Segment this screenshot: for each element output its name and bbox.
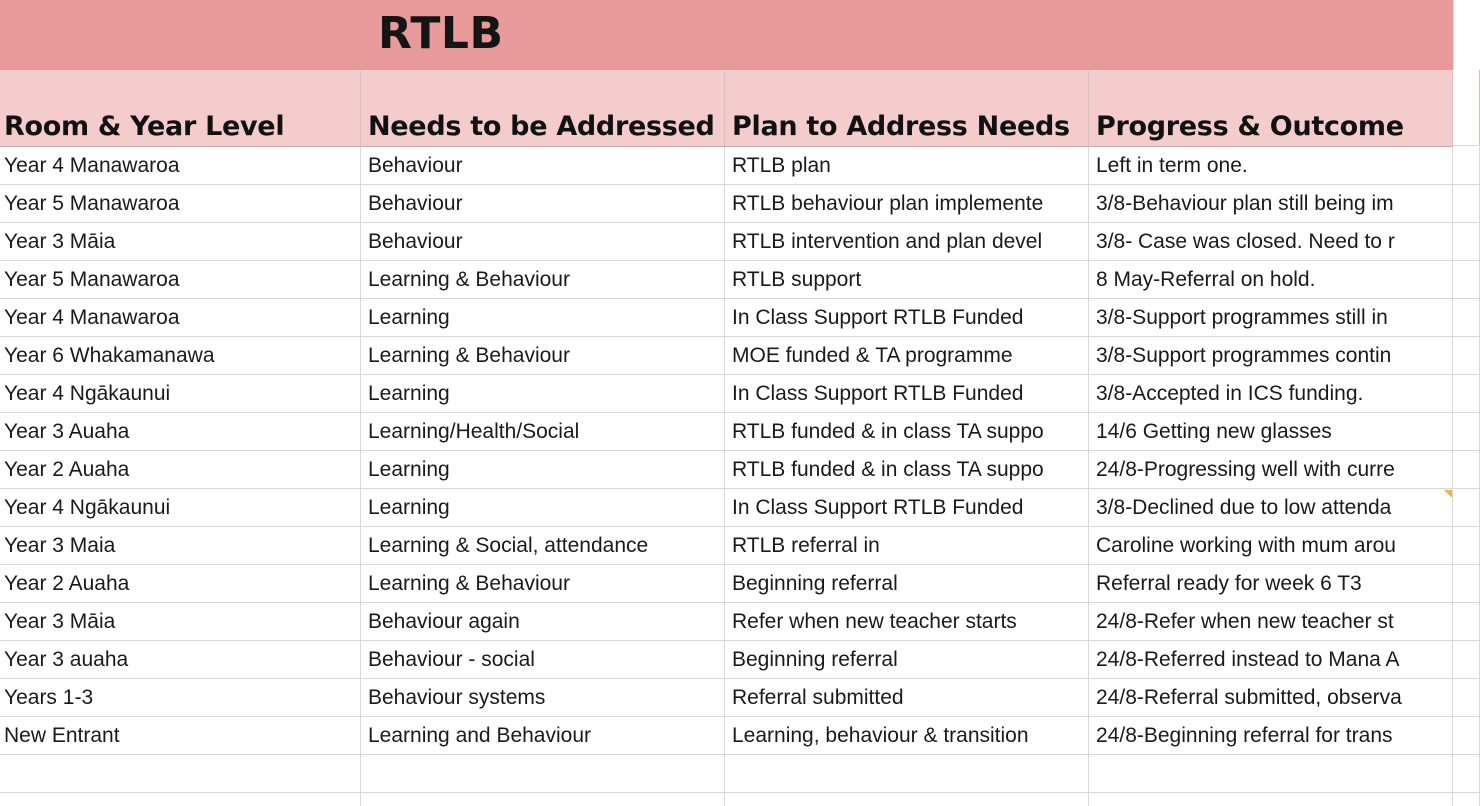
- empty-cell[interactable]: [1453, 299, 1480, 337]
- empty-cell[interactable]: [1089, 793, 1453, 806]
- cell-needs[interactable]: Behaviour: [361, 185, 725, 223]
- empty-cell[interactable]: [361, 793, 725, 806]
- header-cell-progress[interactable]: [1089, 70, 1453, 146]
- empty-cell[interactable]: [0, 793, 361, 806]
- cell-plan[interactable]: RTLB plan: [725, 147, 1089, 185]
- cell-needs[interactable]: Learning: [361, 489, 725, 527]
- cell-needs[interactable]: Learning & Social, attendance: [361, 527, 725, 565]
- header-label: Plan to Address Needs: [732, 111, 1070, 142]
- empty-cell[interactable]: [1453, 451, 1480, 489]
- cell-room-year[interactable]: Year 3 Maia: [0, 527, 361, 565]
- cell-room-year[interactable]: Year 5 Manawaroa: [0, 261, 361, 299]
- cell-progress[interactable]: 24/8-Refer when new teacher st: [1089, 603, 1453, 641]
- table-row[interactable]: [0, 299, 1480, 337]
- table-row[interactable]: [0, 603, 1480, 641]
- cell-room-year[interactable]: Year 4 Manawaroa: [0, 299, 361, 337]
- header-cell-plan[interactable]: [725, 70, 1089, 146]
- cell-progress[interactable]: Caroline working with mum arou: [1089, 527, 1453, 565]
- empty-cell[interactable]: [1453, 641, 1480, 679]
- cell-room-year[interactable]: Year 3 Māia: [0, 223, 361, 261]
- empty-cell[interactable]: [1453, 0, 1480, 70]
- empty-cell[interactable]: [1089, 755, 1453, 793]
- cell-plan[interactable]: RTLB intervention and plan devel: [725, 223, 1089, 261]
- empty-cell[interactable]: [1453, 337, 1480, 375]
- cell-plan[interactable]: In Class Support RTLB Funded: [725, 489, 1089, 527]
- cell-needs[interactable]: Behaviour: [361, 147, 725, 185]
- empty-cell[interactable]: [361, 755, 725, 793]
- empty-cell[interactable]: [1453, 261, 1480, 299]
- empty-cell[interactable]: [1453, 603, 1480, 641]
- sheet-title[interactable]: RTLB: [378, 8, 504, 59]
- table-row[interactable]: [0, 413, 1480, 451]
- table-row[interactable]: [0, 641, 1480, 679]
- cell-needs[interactable]: Learning: [361, 299, 725, 337]
- cell-room-year[interactable]: Year 4 Ngākaunui: [0, 489, 361, 527]
- empty-cell[interactable]: [725, 793, 1089, 806]
- header-label: Needs to be Addressed: [368, 111, 715, 142]
- cell-progress[interactable]: 3/8-Declined due to low attenda: [1089, 489, 1453, 527]
- cell-progress[interactable]: 3/8-Accepted in ICS funding.: [1089, 375, 1453, 413]
- cell-plan[interactable]: Referral submitted: [725, 679, 1089, 717]
- cell-progress[interactable]: 3/8-Behaviour plan still being im: [1089, 185, 1453, 223]
- cell-plan[interactable]: RTLB funded & in class TA suppo: [725, 413, 1089, 451]
- title-band[interactable]: [0, 0, 1453, 70]
- cell-needs[interactable]: Learning & Behaviour: [361, 337, 725, 375]
- empty-cell[interactable]: [1453, 223, 1480, 261]
- cell-progress[interactable]: 24/8-Referral submitted, observa: [1089, 679, 1453, 717]
- table-row[interactable]: [0, 489, 1480, 527]
- cell-room-year[interactable]: Year 5 Manawaroa: [0, 185, 361, 223]
- table-row[interactable]: [0, 185, 1480, 223]
- table-row[interactable]: [0, 679, 1480, 717]
- cell-plan[interactable]: In Class Support RTLB Funded: [725, 375, 1089, 413]
- empty-cell[interactable]: [1453, 793, 1480, 806]
- cell-needs[interactable]: Learning/Health/Social: [361, 413, 725, 451]
- cell-room-year[interactable]: Year 3 Māia: [0, 603, 361, 641]
- cell-progress[interactable]: 8 May-Referral on hold.: [1089, 261, 1453, 299]
- comment-indicator-icon[interactable]: [1444, 490, 1452, 498]
- empty-cell[interactable]: [1453, 185, 1480, 223]
- table-row[interactable]: [0, 755, 1480, 793]
- empty-cell[interactable]: [0, 755, 361, 793]
- empty-cell[interactable]: [1453, 375, 1480, 413]
- cell-plan[interactable]: Beginning referral: [725, 641, 1089, 679]
- empty-cell[interactable]: [1453, 679, 1480, 717]
- cell-room-year[interactable]: Year 4 Ngākaunui: [0, 375, 361, 413]
- cell-needs[interactable]: Behaviour again: [361, 603, 725, 641]
- table-row[interactable]: [0, 451, 1480, 489]
- header-label: Room & Year Level: [4, 111, 285, 142]
- empty-cell[interactable]: [1453, 147, 1480, 185]
- empty-cell[interactable]: [1453, 717, 1480, 755]
- cell-plan[interactable]: In Class Support RTLB Funded: [725, 299, 1089, 337]
- header-cell-needs[interactable]: [361, 70, 725, 146]
- header-label: Progress & Outcome: [1096, 111, 1404, 142]
- table-row[interactable]: [0, 527, 1480, 565]
- table-row[interactable]: [0, 223, 1480, 261]
- cell-plan[interactable]: RTLB support: [725, 261, 1089, 299]
- cell-plan[interactable]: RTLB funded & in class TA suppo: [725, 451, 1089, 489]
- cell-needs[interactable]: Learning: [361, 451, 725, 489]
- empty-cell[interactable]: [725, 755, 1089, 793]
- table-row[interactable]: [0, 717, 1480, 755]
- cell-progress[interactable]: 24/8-Progressing well with curre: [1089, 451, 1453, 489]
- cell-needs[interactable]: Learning & Behaviour: [361, 565, 725, 603]
- cell-needs[interactable]: Learning and Behaviour: [361, 717, 725, 755]
- cell-progress[interactable]: 3/8-Support programmes contin: [1089, 337, 1453, 375]
- cell-needs[interactable]: Behaviour systems: [361, 679, 725, 717]
- cell-needs[interactable]: Learning & Behaviour: [361, 261, 725, 299]
- cell-needs[interactable]: Learning: [361, 375, 725, 413]
- cell-progress[interactable]: 14/6 Getting new glasses: [1089, 413, 1453, 451]
- cell-room-year[interactable]: Year 2 Auaha: [0, 451, 361, 489]
- cell-room-year[interactable]: Year 6 Whakamanawa: [0, 337, 361, 375]
- empty-cell[interactable]: [1453, 755, 1480, 793]
- table-row[interactable]: [0, 375, 1480, 413]
- cell-room-year[interactable]: Year 4 Manawaroa: [0, 147, 361, 185]
- header-cell-room-year[interactable]: [0, 70, 361, 146]
- cell-room-year[interactable]: New Entrant: [0, 717, 361, 755]
- cell-needs[interactable]: Behaviour: [361, 223, 725, 261]
- cell-room-year[interactable]: Year 3 Auaha: [0, 413, 361, 451]
- cell-plan[interactable]: RTLB behaviour plan implemente: [725, 185, 1089, 223]
- cell-progress[interactable]: Referral ready for week 6 T3: [1089, 565, 1453, 603]
- cell-room-year[interactable]: Years 1-3: [0, 679, 361, 717]
- empty-cell[interactable]: [1453, 70, 1480, 146]
- cell-progress[interactable]: Left in term one.: [1089, 147, 1453, 185]
- empty-cell[interactable]: [1453, 527, 1480, 565]
- empty-cell[interactable]: [1453, 489, 1480, 527]
- table-row[interactable]: [0, 793, 1480, 806]
- table-row[interactable]: [0, 565, 1480, 603]
- cell-progress[interactable]: 3/8-Support programmes still in: [1089, 299, 1453, 337]
- cell-plan[interactable]: Refer when new teacher starts: [725, 603, 1089, 641]
- table-row[interactable]: [0, 147, 1480, 185]
- table-row[interactable]: [0, 261, 1480, 299]
- cell-progress[interactable]: 3/8- Case was closed. Need to r: [1089, 223, 1453, 261]
- empty-cell[interactable]: [1453, 413, 1480, 451]
- cell-plan[interactable]: Learning, behaviour & transition: [725, 717, 1089, 755]
- cell-needs[interactable]: Behaviour - social: [361, 641, 725, 679]
- cell-progress[interactable]: 24/8-Referred instead to Mana A: [1089, 641, 1453, 679]
- empty-cell[interactable]: [1453, 565, 1480, 603]
- table-row[interactable]: [0, 337, 1480, 375]
- cell-progress[interactable]: 24/8-Beginning referral for trans: [1089, 717, 1453, 755]
- cell-plan[interactable]: RTLB referral in: [725, 527, 1089, 565]
- cell-plan[interactable]: Beginning referral: [725, 565, 1089, 603]
- cell-room-year[interactable]: Year 2 Auaha: [0, 565, 361, 603]
- cell-room-year[interactable]: Year 3 auaha: [0, 641, 361, 679]
- cell-plan[interactable]: MOE funded & TA programme: [725, 337, 1089, 375]
